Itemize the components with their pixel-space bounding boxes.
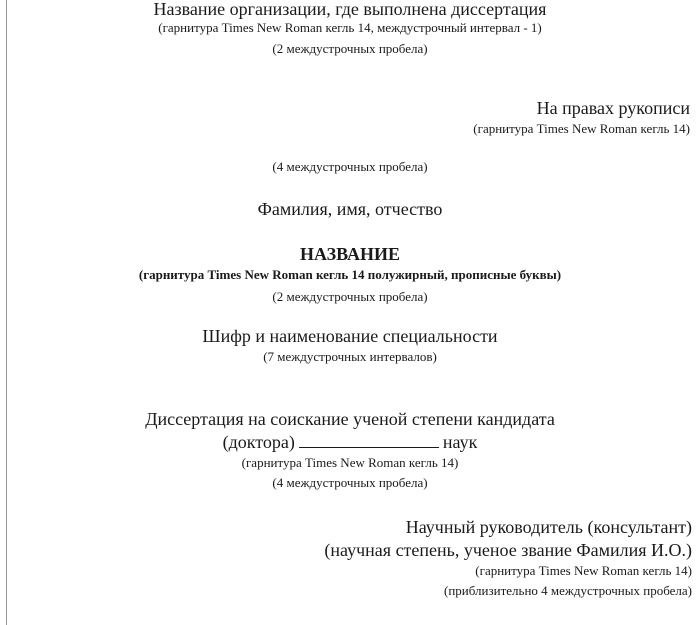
organization-name: Название организации, где выполнена диссертация: [153, 0, 547, 19]
supervisor-label: Научный руководитель (консультант): [405, 517, 692, 537]
degree-field-line: [0, 433, 700, 451]
spacing-note-7-intervals: (7 междустрочных интервалов): [263, 349, 437, 364]
spacing-note-4-lines-degree: (4 междустрочных пробела): [272, 475, 428, 490]
degree-suffix: наук: [442, 432, 478, 452]
dissertation-degree-line: Диссертация на соискание ученой степени кандидата: [145, 409, 555, 429]
supervisor-font-note: (гарнитура Times New Roman кегль 14): [475, 563, 692, 578]
specialty-code-name: Шифр и наименование специальности: [202, 326, 498, 346]
spacing-note-2-lines-title: (2 междустрочных пробела): [272, 289, 428, 304]
degree-blank-field: [299, 433, 439, 448]
supervisor-details: (научная степень, ученое звание Фамилия И.О.): [324, 540, 692, 560]
title-font-note: (гарнитура Times New Roman кегль 14 полужирный, прописные буквы): [138, 267, 562, 282]
author-full-name: Фамилия, имя, отчество: [257, 199, 443, 219]
manuscript-rights: На правах рукописи: [536, 98, 690, 118]
manuscript-font-note: (гарнитура Times New Roman кегль 14): [473, 121, 690, 136]
dissertation-title: НАЗВАНИЕ: [300, 244, 400, 264]
spacing-note-approx-4: (приблизительно 4 междустрочных пробела): [444, 583, 692, 598]
spacing-note-2-lines: (2 междустрочных пробела): [272, 41, 428, 56]
organization-font-note: (гарнитура Times New Roman кегль 14, междустрочный интервал - 1): [158, 20, 542, 35]
degree-prefix: (доктора): [222, 432, 295, 452]
spacing-note-4-lines: (4 междустрочных пробела): [272, 159, 428, 174]
degree-font-note: (гарнитура Times New Roman кегль 14): [241, 455, 459, 470]
